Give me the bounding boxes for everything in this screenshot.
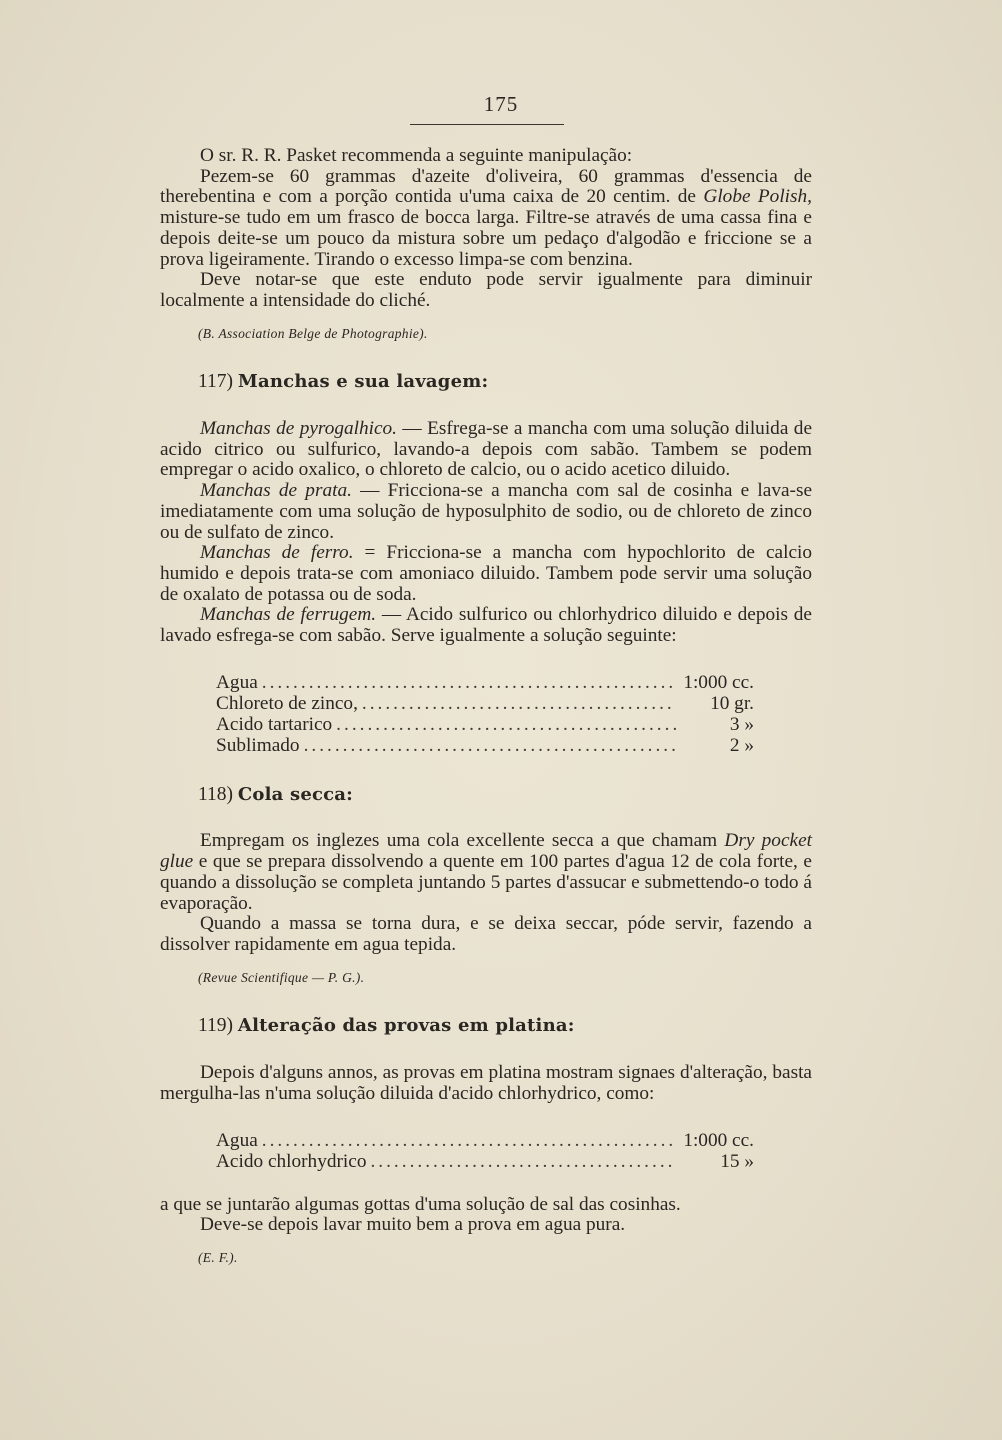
header-rule (410, 124, 564, 125)
recipe-row (216, 694, 754, 715)
recipe-row (216, 1152, 754, 1173)
dot-leader (262, 673, 676, 694)
section-title: Manchas e sua lavagem: (237, 371, 489, 393)
ingredient-qty: 15 » (720, 1150, 754, 1172)
stain-item (160, 543, 812, 605)
glue-note: Quando a massa se torna dura, e se deixa seccar, póde servir, fazendo a dissolver rapidamente em agua tepida. (160, 913, 812, 955)
platinum-note: Deve-se depois lavar muito bem a prova em agua pura. (200, 1214, 626, 1236)
page-body (160, 146, 812, 1269)
ingredient-name: Acido tartarico (216, 713, 333, 735)
ingredient-name: Agua (216, 671, 258, 693)
intro-text-a: Pezem-se 60 grammas d'azeite d'oliveira, 60 grammas d'essencia de therebentina e com a porção contida u'uma caixa de 20 centim. de (160, 165, 812, 208)
platinum-paragraph: Depois d'alguns annos, as provas em platina mostram signaes d'alteração, basta mergulha-las n'uma solução diluida d'acido chlorhydrico, como: (160, 1062, 812, 1104)
glue-paragraph (160, 831, 812, 914)
dot-leader (336, 715, 676, 736)
stain-sep: — (351, 480, 388, 502)
ingredient-qty: 1:000 cc. (683, 1129, 754, 1151)
dot-leader (262, 1131, 676, 1152)
stain-item (160, 605, 812, 646)
intro-text-b: misture-se tudo em um frasco de bocca larga. Filtre-se através de uma cassa fina e depois deite-se um pouco da mistura sobre um pedaço d'algodão e friccione se a prova ligeiramente. Tirando o excesso limpa-se com benzina. (160, 207, 812, 270)
section-number: 117) (198, 371, 234, 393)
platinum-continuation: a que se juntarão algumas gottas d'uma solução de sal das cosinhas. (160, 1193, 681, 1215)
ingredient-name: Agua (216, 1129, 258, 1151)
source-citation: (B. Association Belge de Photographie). (198, 325, 428, 341)
section-number: 118) (198, 783, 234, 805)
recipe-row (216, 715, 754, 736)
stain-sep: — (376, 604, 406, 626)
dot-leader (304, 736, 676, 757)
stain-label: Manchas de ferro. (200, 542, 354, 564)
section-118-heading (198, 785, 812, 806)
recipe-row (216, 736, 754, 757)
intro-paragraph (160, 167, 812, 271)
ingredient-qty: 3 » (729, 713, 754, 735)
source-citation: (Revue Scientifique — P. G.). (198, 969, 365, 985)
section-119-heading (198, 1016, 812, 1037)
ingredient-name: Acido chlorhydrico (216, 1150, 367, 1172)
section-title: Alteração das provas em platina: (237, 1015, 575, 1037)
ingredient-name: Chloreto de zinco, (216, 692, 358, 714)
stain-sep: — (397, 418, 428, 440)
section-number: 119) (198, 1015, 234, 1037)
recipe-row (216, 1131, 754, 1152)
ingredient-qty: 2 » (729, 734, 754, 756)
intro-note: Deve notar-se que este enduto pode servir igualmente para diminuir localmente a intensidade do cliché. (160, 269, 812, 311)
stain-label: Manchas de prata. (200, 480, 352, 502)
recipe-row (216, 673, 754, 694)
stain-sep: = (353, 542, 387, 564)
glue-text-b: e que se prepara dissolvendo a quente em 100 partes d'agua 12 de cola forte, e quando a dissolução se completa juntando 5 partes d'assucar e submettendo-o todo á evaporação. (160, 851, 812, 914)
source-citation: (E. F.). (198, 1249, 238, 1265)
intro-product-name: Globe Polish, (703, 186, 812, 208)
page-number: 175 (483, 92, 519, 116)
stain-item (160, 481, 812, 543)
stain-text: Fricciona-se a mancha com sal de cosinha e lava-se imediatamente com uma solução de hyposulphito de sodio, ou de chloreto de zinco ou de sulfato de zinco. (160, 480, 813, 543)
dot-leader (370, 1152, 676, 1173)
ingredient-qty: 1:000 cc. (683, 671, 754, 693)
stain-label: Manchas de ferrugem. (200, 604, 377, 626)
dot-leader (362, 694, 676, 715)
ingredient-qty: 10 gr. (710, 692, 754, 714)
section-117-heading (198, 372, 812, 393)
intro-lead: O sr. R. R. Pasket recommenda a seguinte manipulação: (200, 145, 633, 166)
stain-text: Acido sulfurico ou chlorhydrico diluido e depois de lavado esfrega-se com sabão. Serve igualmente a solução seguinte: (160, 604, 812, 647)
glue-product-name: Dry pocket glue (160, 830, 812, 873)
section-title: Cola secca: (237, 783, 354, 805)
stain-item (160, 419, 812, 481)
recipe-table (216, 1131, 754, 1173)
recipe-table (216, 673, 754, 757)
stain-text: Esfrega-se a mancha com uma solução diluida de acido citrico ou sulfurico, lavando-a depois com sabão. Tambem se podem empregar o acido oxalico, o chloreto de calcio, ou o acido acetico diluido. (160, 418, 813, 481)
ingredient-name: Sublimado (216, 734, 300, 756)
stain-label: Manchas de pyrogalhico. (200, 418, 398, 440)
glue-text-a: Empregam os inglezes uma cola excellente secca a que chamam (200, 830, 725, 852)
stain-text: Fricciona-se a mancha com hypochlorito de calcio humido e depois trata-se com amoniaco diluido. Tambem pode servir uma solução de oxalato de potassa ou de soda. (160, 542, 813, 605)
